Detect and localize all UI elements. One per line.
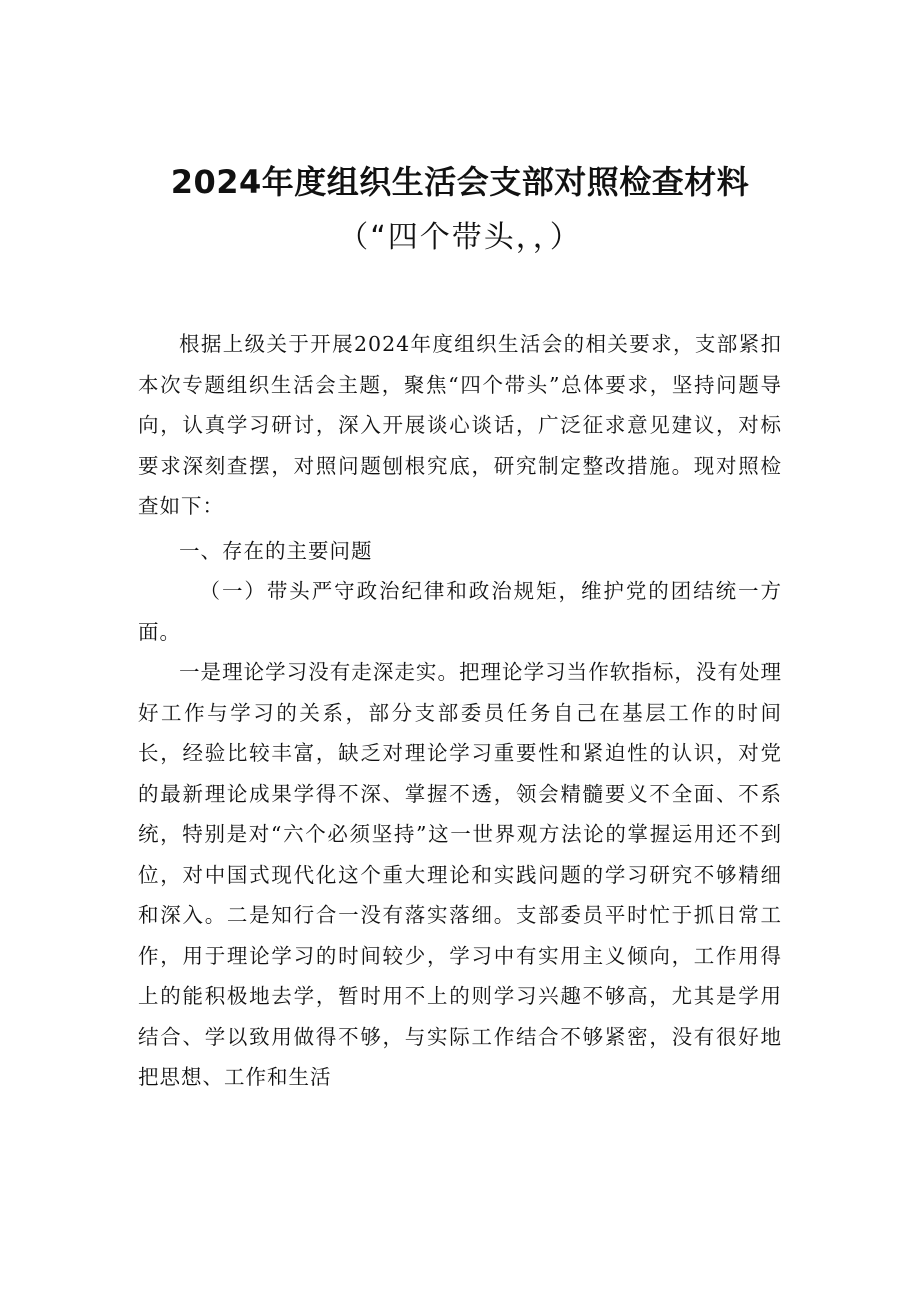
title-block [0, 162, 920, 258]
document-subtitle: （“四个带头，，） [338, 220, 582, 255]
body-paragraph: 一是理论学习没有走深走实。把理论学习当作软指标，没有处理好工作与学习的关系，部分支部委员任务自己在基层工作的时间长，经验比较丰富，缺乏对理论学习重要性和紧迫性的认识，对党的最新理论成果学得不深、掌握不透，领会精髓要义不全面、不系统，特别是对“六个必须坚持”这一世界观方法论的掌握运用还不到位，对中国式现代化这个重大理论和实践问题的学习研究不够精细和深入。二是知行合一没有落实落细。支部委员平时忙于抓日常工作，用于理论学习的时间较少，学习中有实用主义倾向，工作用得上的能积极地去学，暂时用不上的则学习兴趣不够高，尤其是学用结合、学以致用做得不够，与实际工作结合不够紧密，没有很好地把思想、工作和生活 [138, 660, 782, 1089]
document-title: 2024年度组织生活会支部对照检查材料 [170, 163, 750, 201]
intro-paragraph: 根据上级关于开展2024年度组织生活会的相关要求，支部紧扣本次专题组织生活会主题，聚焦“四个带头”总体要求，坚持问题导向，认真学习研讨，深入开展谈心谈话，广泛征求意见建议，对标要求深刻查摆，对照问题刨根究底，研究制定整改措施。现对照检查如下： [138, 332, 782, 518]
document-body [138, 324, 782, 1098]
section-heading: 一、存在的主要问题 [179, 538, 373, 563]
subsection-heading: （一）带头严守政治纪律和政治规矩，维护党的团结统一方面。 [138, 579, 782, 644]
